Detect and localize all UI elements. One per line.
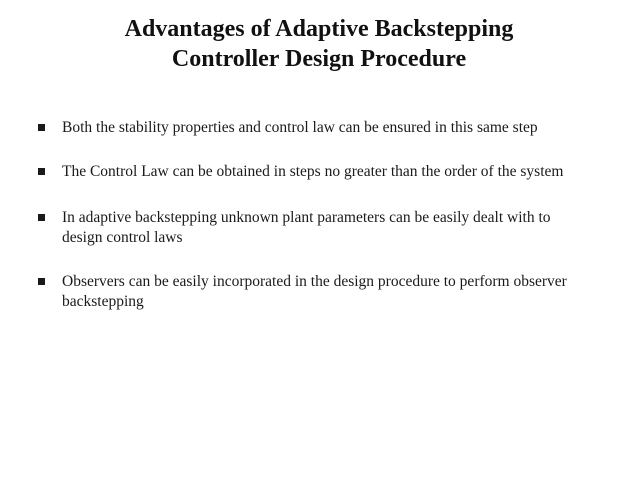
square-bullet-icon: [38, 168, 45, 175]
bullet-text-4-line-1: Observers can be easily incorporated in the design procedure to perform observer: [62, 273, 567, 290]
bullet-text-3-line-2: design control laws: [62, 229, 183, 246]
square-bullet-icon: [38, 124, 45, 131]
bullet-text-3-line-1: In adaptive backstepping unknown plant parameters can be easily dealt with to: [62, 209, 551, 226]
bullet-text-2-line-1: The Control Law can be obtained in steps no greater than the order of the system: [62, 163, 564, 180]
slide-title-line-2: Controller Design Procedure: [171, 46, 467, 72]
bullet-item-3: [38, 208, 598, 248]
bullet-item-2: [38, 162, 598, 182]
square-bullet-icon: [38, 278, 45, 285]
bullet-text-4-line-2: backstepping: [62, 293, 144, 310]
bullet-text-1-line-1: Both the stability properties and control law can be ensured in this same step: [62, 119, 538, 136]
slide-title-line-1: Advantages of Adaptive Backstepping: [124, 16, 514, 42]
square-bullet-icon: [38, 214, 45, 221]
bullet-item-1: [38, 118, 598, 138]
bullet-item-4: [38, 272, 598, 312]
